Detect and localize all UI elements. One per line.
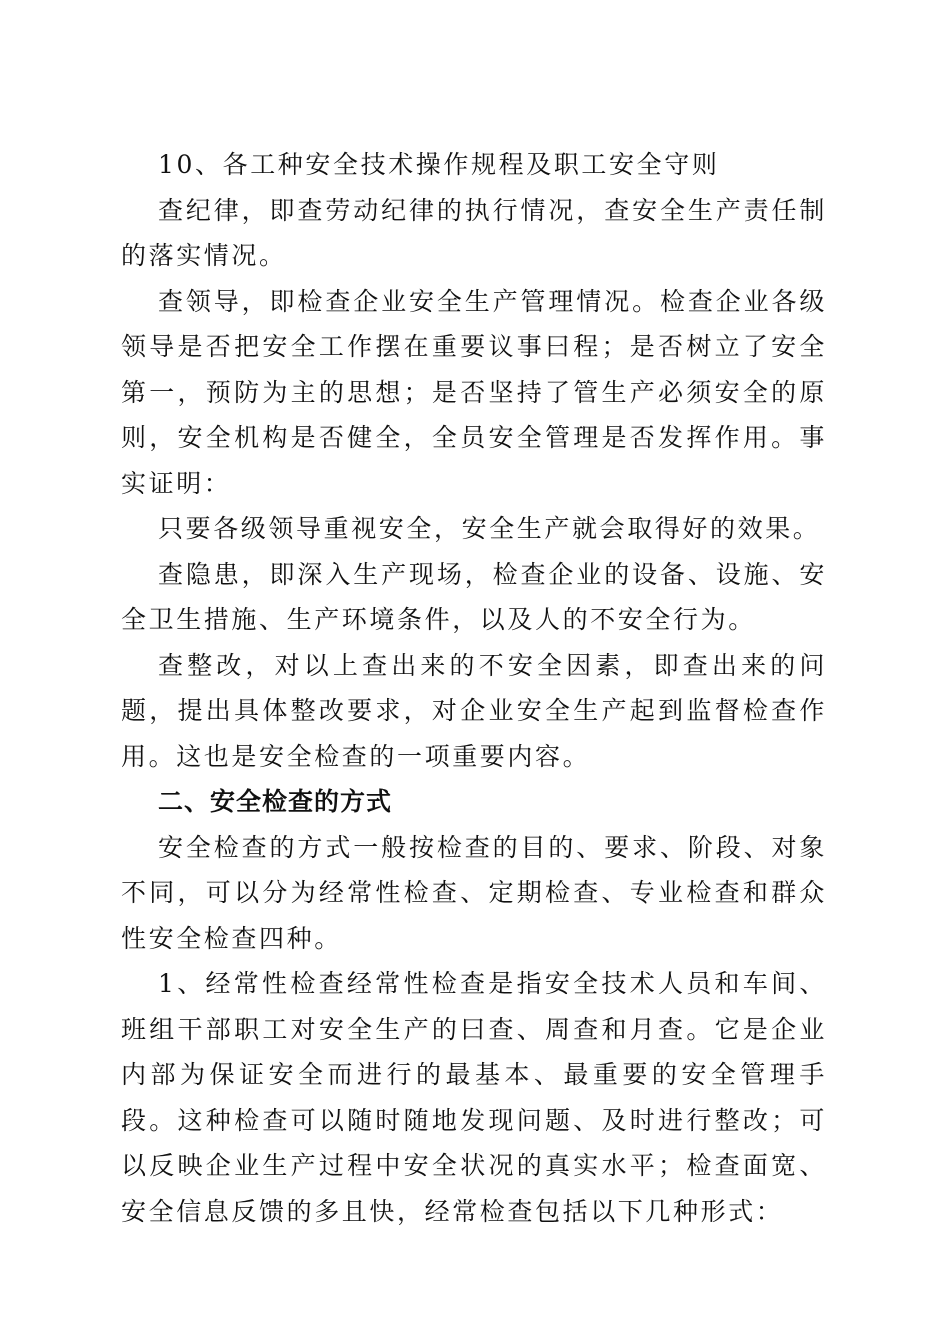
paragraph-check-leadership: 查领导，即检查企业安全生产管理情况。检查企业各级领导是否把安全工作摆在重要议事曰程；是否树立了安全第一，预防为主的思想；是否坚持了管生产必须安全的原则，安全机构是否健全，全员安全管理是否发挥作用。事实证明： — [121, 286, 827, 498]
paragraph-regular-inspection: 1、经常性检查经常性检查是指安全技术人员和车间、班组干部职工对安全生产的曰查、周查和月查。它是企业内部为保证安全而进行的最基本、最重要的安全管理手段。这种检查可以随时随地发现问题、及时进行整改；可以反映企业生产过程中安全状况的真实水平；检查面宽、安全信息反馈的多且快，经常检查包括以下几种形式： — [121, 969, 827, 1226]
paragraph-item-10-rules: 10、各工种安全技术操作规程及职工安全守则 — [158, 150, 720, 179]
section-heading-inspection-methods: 二、安全检查的方式 — [158, 787, 393, 816]
paragraph-check-hazards: 查隐患，即深入生产现场，检查企业的设备、设施、安全卫生措施、生产环境条件，以及人的不安全行为。 — [121, 559, 827, 634]
paragraph-leadership-conclusion: 只要各级领导重视安全，安全生产就会取得好的效果。 — [158, 514, 821, 543]
paragraph-check-rectification: 查整改，对以上查出来的不安全因素，即查出来的问题，提出具体整改要求，对企业安全生产起到监督检查作用。这也是安全检查的一项重要内容。 — [121, 650, 827, 771]
paragraph-inspection-methods: 安全检查的方式一般按检查的目的、要求、阶段、对象不同，可以分为经常性检查、定期检查、专业检查和群众性安全检查四种。 — [121, 832, 827, 953]
paragraph-check-discipline: 查纪律，即查劳动纪律的执行情况，查安全生产责任制的落实情况。 — [121, 195, 827, 270]
document-body — [121, 142, 827, 1234]
